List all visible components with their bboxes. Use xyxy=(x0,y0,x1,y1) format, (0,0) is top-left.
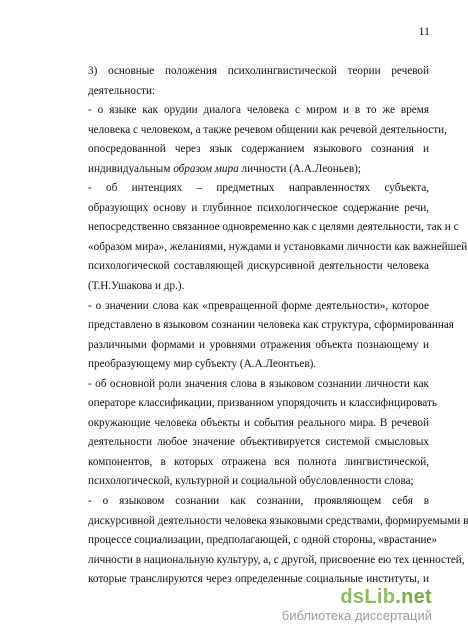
watermark-subtitle: библиотека диссертаций xyxy=(281,608,432,623)
page-number: 11 xyxy=(418,24,430,38)
text-line: представлено в языковом сознании человека как структура, сформированная xyxy=(88,319,454,332)
text-line: 3) основные положения психолингвистической теории речевой xyxy=(88,65,429,77)
text-line: компонентов, в которых отражена вся полнота лингвистической, xyxy=(88,455,429,468)
text-line: человека с человеком, а также речевом общении как речевой деятельности, xyxy=(88,123,447,136)
text-line: - о значении слова как «превращенной форме деятельности», которое xyxy=(88,299,429,312)
text-line: деятельности: xyxy=(88,84,156,97)
text-line: «образом мира», желаниями, нуждами и установками личности как важнейшей xyxy=(88,240,468,253)
text-line: психологической, культурной и социальной обусловленности слова; xyxy=(88,475,414,488)
text-line: - о языковом сознании как сознании, проявляющем себя в xyxy=(88,495,429,508)
watermark-logo-domain: .net xyxy=(395,586,432,608)
text-line: дискурсивной деятельности человека языковыми средствами, формируемыми в xyxy=(88,514,468,527)
text-line: образующих основу и глубинное психологическое содержание речи, xyxy=(88,201,429,214)
text-line: непосредственно связанное одновременно как с целями деятельности, так и с xyxy=(88,221,459,234)
italic-term: образом мира xyxy=(173,162,239,175)
text-segment: личности (А.А.Леоньев); xyxy=(238,162,361,175)
text-line: операторе классификации, призванном упорядочить и классифицировать xyxy=(88,397,437,410)
text-line xyxy=(88,160,429,180)
text-line: опосредованной через язык содержанием языкового сознания и xyxy=(88,143,429,156)
watermark-logo xyxy=(282,586,432,608)
text-line: - об интенциях – предметных направленностях субъекта, xyxy=(88,182,429,195)
text-line: окружающие человека объекты и события реального мира. В речевой xyxy=(88,416,429,429)
dslib-watermark xyxy=(282,586,432,623)
text-line: деятельности любое значение объективируется системой смысловых xyxy=(88,436,429,449)
text-line: преобразующему мир субъекту (А.А.Леонтьев). xyxy=(88,358,317,371)
text-line: личности в национальную культуру, а, с другой, присвоение ею тех ценностей, xyxy=(88,553,465,566)
text-line: - об основной роли значения слова в языковом сознании личности как xyxy=(88,377,429,390)
text-line: которые транслируются через определенные социальные институты, и xyxy=(88,573,429,586)
document-body xyxy=(88,62,468,590)
text-line: различными формами и уровнями отражения объекта познающему и xyxy=(88,338,429,351)
text-line: психологической составляющей дискурсивной деятельности человека xyxy=(88,260,429,273)
text-line: - о языке как орудии диалога человека с миром и в то же время xyxy=(88,104,429,117)
text-line: (Т.Н.Ушакова и др.). xyxy=(88,280,185,293)
text-segment: индивидуальным xyxy=(88,162,174,175)
watermark-logo-main: dsLib xyxy=(340,586,396,608)
text-line: процессе социализации, предполагающей, с одной стороны, «врастание» xyxy=(88,534,438,547)
